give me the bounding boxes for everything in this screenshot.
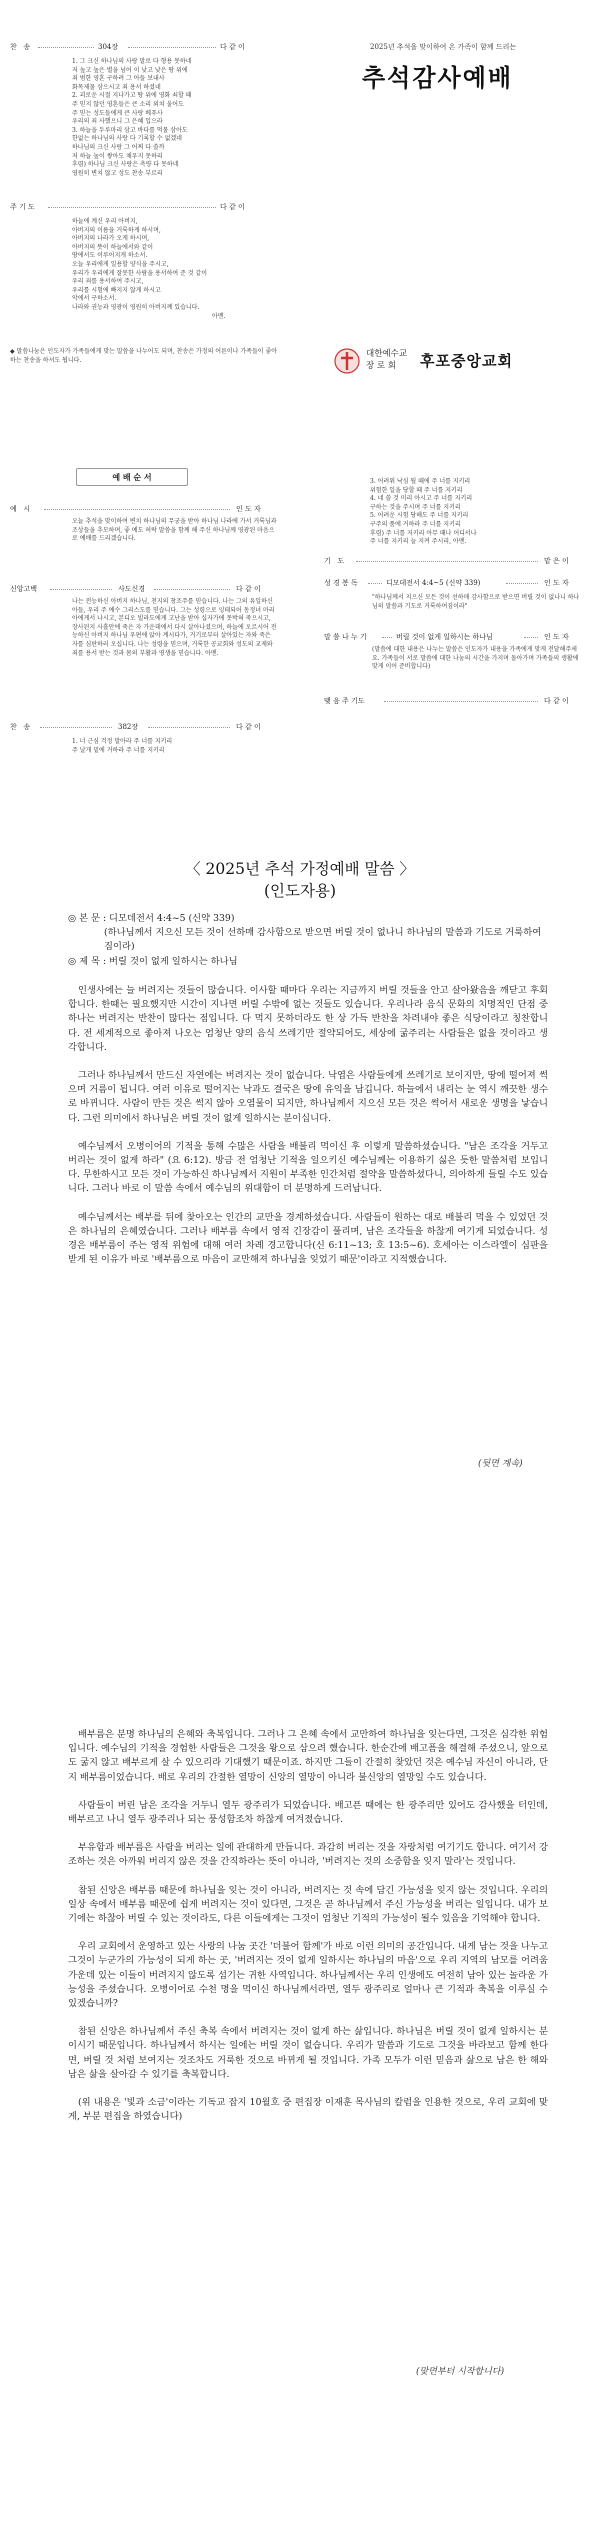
sermon-title-label: ◎ 제 목 :	[68, 955, 107, 967]
scripture-ref: 디모데전서 4:4~5 (신약 339)	[109, 913, 235, 924]
prayer-label: 주 기 도	[10, 203, 35, 211]
subtitle: 2025년 추석을 맞이하여 온 가족이 함께 드리는	[370, 43, 517, 51]
prayer-leader: 다 같 이	[220, 203, 245, 211]
opening-label: 예 시	[10, 505, 31, 513]
closing-note: (맞면부터 시작합니다)	[416, 2367, 505, 2377]
hymn-number: 304장	[98, 43, 119, 51]
church-name: 후포중앙교회	[420, 352, 513, 370]
hymn2-label: 찬 송	[10, 723, 31, 731]
reading-ref: 디모데전서 4:4~5 (신약 339)	[386, 579, 481, 587]
pray-leader: 맡 은 이	[544, 557, 569, 565]
sermon-guide: (말씀에 대한 내용은 나누는 말씀은 인도자가 내용을 가족에게 맞게 전달해주세요. 가족들이 서로 말씀에 대한 나눔의 시간을 가지며 돌아가며 가족들의 생활에 맞게 이어 준비합니다)	[372, 646, 579, 671]
paragraph: 우리 교회에서 운영하고 있는 사랑의 나눔 곳간 '더불어 함께'가 바로 이런 의미의 공간입니다. 내게 남는 것을 나누고 그것이 누군가의 가능성이 되게 하는 곳, '버려지는 것이 없게 일하시는 하나님의 마음'으로 우리 지역의 남모를 어려움 가운데 있는 이들이 버려지지 않도록 섬기는 귀한 사역입니다. 하나님께서는 우리 인생에도 여전히 남아 있는 놀라운 가능성을 주셨습니다. 오병이어로 수천 명을 먹이신 하나님께서라면, 열두 광주리로 얼마나 큰 기적과 축복을 이루실 수 있겠습니까?	[68, 1941, 548, 2010]
continue-note: (뒷면 계속)	[478, 1459, 523, 1469]
sermon-label: 말 씀 나 누 기	[324, 633, 367, 641]
scripture-label: ◎ 본 문 :	[68, 913, 107, 924]
paragraph: 사람들이 버린 남은 조각을 거두니 열두 광주리가 되었습니다. 배고픈 때에는 한 광주리만 있어도 감사했을 터인데, 배부르고 나니 열두 광주리나 되는 풍성함조차 하찮게 여겨졌습니다.	[68, 1799, 548, 1826]
opening-text: 오늘 추석을 맞이하여 변치 하나님의 무궁을 받아 하나님 나라에 가서 거룩님과 조상들을 추모하며, 좋 예도 허락 말씀을 함께 해 주신 하나님께 영광된 마음으로 예배를 드리겠습니다.	[72, 518, 277, 543]
guide-note: ◆ 말씀나눔은 인도자가 가족들에게 맞는 말씀을 나누어도 되며, 찬송은 가정의 어른이나 가족들이 좋아하는 찬송을 하셔도 됩니다.	[10, 348, 278, 364]
church-denomination: 대한예수교 장 로 회	[366, 349, 408, 371]
pray-label: 기 도	[324, 557, 345, 565]
order-title-box	[76, 468, 188, 486]
hymn2-lyrics-continued: 3. 어려워 낙심 될 때에 주 너를 지키리 위험한 일을 당할 때 주 너를 지키리 4. 네 쓸 것 미리 아시고 주 너를 지키리 구하는 것을 주시며 주 너를 지키리 5. 어려운 시험 당해도 주 너를 지키리 구주의 품에 거하라 주 너를 지키리 후렴) 주 너를 지키리 아무 때나 어디서나 주 너를 지키리 늘 지켜 주시리, 아멘.	[370, 478, 477, 546]
title: 추석감사예배	[362, 63, 514, 92]
hymn-lyrics: 1. 그 크신 하나님의 사랑 말로 다 형용 못하네 저 높고 높은 별을 넘어 이 낮고 낮은 땅 위에 죄 범한 영혼 구하려 그 아들 보내사 화목제물 삼으시고 죄 용서 하셨네 2. 괴로운 시절 지나가고 땅 위에 영화 쇠할 때 주 믿지 않던 영혼들은 큰 소리 외쳐 울어도 주 믿는 성도들에게 큰 사랑 베푸사 우리의 죄 사했으니 그 은혜 입으라 3. 하늘을 두루마리 삼고 바다를 먹물 삼아도 한없는 하나님의 사랑 다 기록할 수 없겠네 하나님의 크신 사랑 그 어찌 다 쓸까 저 하늘 높이 쌓아도 채우지 못하리 후렴) 하나님 크신 사랑은 측량 다 못하네 영원히 변치 않고 성도 찬송 부르리	[72, 58, 192, 177]
sermon-heading: 〈 2025년 추석 가정예배 말씀 〉 (인도자용)	[185, 860, 415, 900]
reading-leader: 인 도 자	[544, 579, 569, 587]
reading-text: "하나님께서 지으신 모든 것이 선하매 감사함으로 받으면 버릴 것이 없나니 하나님의 말씀과 기도로 거룩하여짐이라"	[372, 594, 580, 610]
lords-prayer-text: 하늘에 계신 우리 아버지, 아버지의 이름을 거룩하게 하시며, 아버지의 나라가 오게 하시며, 아버지의 뜻이 하늘에서와 같이 땅에서도 이루어지게 하소서. 오늘 우리에게 일용할 양식을 주시고, 우리가 우리에게 잘못한 사람을 용서하여 준 것 같이 우리 죄를 용서하여 주시고, 우리를 시험에 빠지지 않게 하시고 악에서 구하소서. 나라와 권능과 영광이 영원히 아버지께 있습니다. 아멘.	[72, 218, 226, 320]
church-logo-icon	[334, 348, 360, 374]
hymn-leader: 다 같 이	[220, 43, 245, 51]
creed-label: 신앙고백	[10, 585, 38, 593]
creed-name: 사도신경	[118, 585, 146, 593]
order-title: 예 배 순 서	[112, 472, 152, 482]
paragraph: 그러나 하나님께서 만드신 자연에는 버려지는 것이 없습니다. 낙엽은 사람들에게 쓰레기로 보이지만, 땅에 떨어져 썩으며 거름이 됩니다. 여러 이유로 떨어지는 낙과도 결국은 땅에 유익을 남깁니다. 하늘에서 내리는 눈 역시 깨끗한 생수로 바뀌니다. 사람이 만든 것은 썩지 않아 오염물이 되지만, 하나님께서 지으신 모든 것은 썩어서 새로운 생명을 낳습니다. 그런 의미에서 하나님은 버릴 것이 없게 일하시는 분이십니다.	[68, 1070, 548, 1124]
hymn2-number: 382장	[118, 723, 139, 731]
hymn2-lyrics: 1. 너 근심 걱정 말아라 주 너를 지키리 주 날개 밑에 거하라 주 너를 지키리	[72, 738, 173, 754]
closing-prayer-leader: 다 같 이	[544, 697, 569, 705]
paragraph: 예수님께서는 배부를 뒤에 찾아오는 인간의 교만을 경계하셨습니다. 사람들이 원하는 대로 배불리 먹을 수 있었던 것은 하나님의 은혜였습니다. 그러나 배부름 속에서 영적 긴장감이 풀리며, 남은 조각들을 하찮게 여기게 되었습니다. 성경은 배부름이 주는 영적 위험에 대해 여러 차례 경고합니다(신 6:11~13; 호 13:5~6). 호세아는 이스라엘이 심판을 받게 된 이유가 바로 '배부름으로 마음이 교만해져 하나님을 잊었기 때문'이라고 지적했습니다.	[68, 1211, 548, 1266]
paragraph: 예수님께서 오병이어의 기적을 통해 수많은 사람을 배불리 먹이신 후 이렇게 말씀하셨습니다. "남은 조각을 거두고 버리는 것이 없게 하라" (요 6:12). 방금 전 엄청난 기적을 일으키신 예수님께는 이용하기 싫은 듯한 말씀처럼 보입니다. 무한하시고 모든 것이 가능하신 하나님께서 지원이 부족한 인간처럼 절약을 말씀하셨다니, 의아하게 들릴 수도 있습니다. 그러나 바로 이 말씀 속에서 예수님의 위대함이 더 분명하게 드러납니다.	[68, 1140, 548, 1195]
sermon-title: 버릴 것이 없게 일하시는 하나님	[396, 633, 493, 641]
paragraph: 인생사에는 늘 버려지는 것들이 많습니다. 이사할 때마다 우리는 지금까지 버릴 것들을 안고 살아왔음을 깨닫고 후회합니다. 한때는 필요했지만 시간이 지나면 버릴 수밖에 없는 것들도 있습니다. 우리나라 음식 문화의 치명적인 단점 중 하나는 버려지는 반찬이 많다는 점입니다. 다 먹지 못하더라도 한 상 가득 반찬을 차려내야 좋은 식당이라고 칭찬합니다. 전 세계적으로 좋아져 나오는 엄청난 양의 음식 쓰레기만 절약되어도, 세상에 굶주리는 사람들은 없을 것이라고 생각합니다.	[68, 985, 548, 1053]
creed-text: 나는 전능하신 아버지 하나님, 천지의 창조주를 믿습니다. 나는 그의 유일하신 아들, 우리 주 예수 그리스도를 믿습니다. 그는 성령으로 잉태되어 동정녀 마리아에게서 나시고, 본디오 빌라도에게 고난을 받아 십자가에 못박혀 죽으시고, 장사된지 사흘만에 죽은 자 가운데에서 다시 살아나셨으며, 하늘에 오르시어 전능하신 아버지 하나님 우편에 앉아 계시다가, 거기로부터 살아있는 자와 죽은 자를 심판하러 오십니다. 나는 성령을 믿으며, 거룩한 공교회와 성도의 교제와 죄를 용서 받는 것과 몸의 부활과 영생을 믿습니다. 아멘.	[72, 598, 277, 657]
paragraph: 참된 신앙은 배부름 때문에 하나님을 잊는 것이 아니라, 버려지는 것 속에 담긴 가능성을 잊지 않는 것입니다. 우리의 일상 속에서 배부름 때문에 쉽게 버려지는 것이 있다면, 그것은 곧 하나님께서 주신 가능성을 버리는 일입니다. 내가 보기에는 하찮아 버릴 수 있는 것이라도, 다른 이들에게는 그것이 엄청난 기적의 가능성이 될수 있음을 기억해야 합니다.	[68, 1884, 548, 1925]
sermon-title-text: 버릴 것이 없게 일하시는 하나님	[109, 955, 238, 967]
paragraph: 배부름은 분명 하나님의 은혜와 축복입니다. 그러나 그 은혜 속에서 교만하여 하나님을 잊는다면, 그것은 심각한 위험입니다. 예수님의 기적을 경험한 사람들은 그것을 왕으로 삼으려 했습니다. 한순간에 배고픔을 해결해 주셨으니, 앞으로도 굶지 않고 배부르게 살 수 있으리라 기대했기 때문이죠. 하지만 그들이 간절히 찾았던 것은 예수님 자신이 아니라, 단지 배부름이었습니다. 배로 우리의 간절한 열망이 신앙의 열망이 아니라 불신앙의 열망일 수도 있습니다.	[68, 1729, 548, 1783]
creed-leader: 다 같 이	[236, 585, 261, 593]
sermon-body-part1	[68, 984, 548, 1281]
hymn2-leader: 다 같 이	[236, 723, 261, 731]
paragraph: 부유함과 배부름은 사람을 버리는 일에 관대하게 만듭니다. 과감히 버리는 것을 자랑처럼 여기기도 합니다. 여기서 강조하는 것은 아까워 버리지 않은 것을 간직하라는 뜻이 아니라, '버려지는 것의 소중함을 잊지 말라'는 것입니다.	[68, 1842, 548, 1868]
closing-prayer-label: 맺 음 주 기도	[324, 697, 365, 705]
sermon-leader: 인 도 자	[544, 633, 569, 641]
source-note: (위 내용은 '빛과 소금'이라는 기독교 잡지 10월호 중 편집장 이재훈 목사님의 칼럼을 인용한 것으로, 우리 교회에 맞게, 부분 편집을 하였습니다)	[68, 2097, 548, 2123]
hymn-label: 찬 송	[10, 43, 31, 51]
reading-label: 성 경 봉 독	[324, 579, 358, 587]
sermon-body-part2	[68, 1728, 548, 2138]
opening-leader: 인 도 자	[236, 505, 261, 513]
paragraph: 참된 신앙은 하나님께서 주신 축복 속에서 버려지는 것이 없게 하는 삶입니다. 하나님은 버릴 것이 없게 일하시는 분이시기 때문입니다. 하나님께서 하시는 일에는 버릴 것이 없습니다. 우리가 말씀과 기도로 그것을 바라보고 함께 한다면, 버릴 것 처럼 보여지는 것조차도 거룩한 것으로 바뀌게 될 것입니다. 가족 모두가 이런 믿음과 삶으로 남은 한 해와 남은 삶을 살아갈 수 있기를 축복합니다.	[68, 2026, 548, 2080]
scripture-text: (하나님께서 지으신 모든 것이 선하매 감사함으로 받으면 버릴 것이 없나니 하나님의 말씀과 기도로 거룩하여짐이라)	[104, 927, 542, 953]
scripture-block	[68, 912, 548, 969]
